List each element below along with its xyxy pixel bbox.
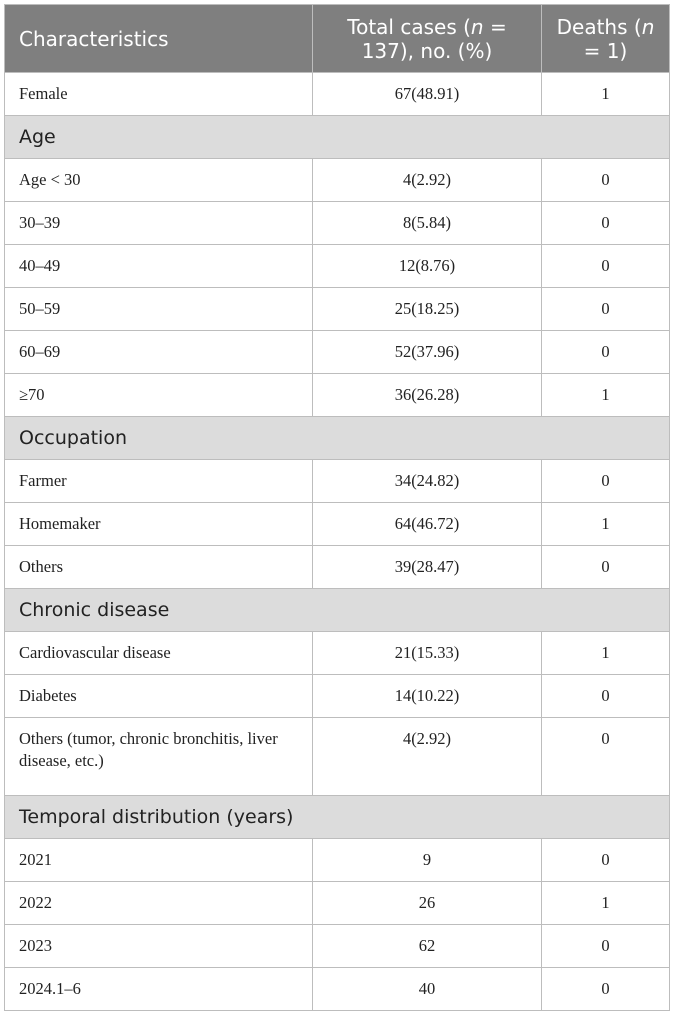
row-label: Cardiovascular disease <box>5 632 313 675</box>
section-header-temporal-distribution <box>5 796 670 839</box>
row-deaths: 0 <box>542 202 670 245</box>
table-row <box>5 202 670 245</box>
row-total: 12(8.76) <box>313 245 542 288</box>
row-label: ≥70 <box>5 374 313 417</box>
row-label: Others <box>5 546 313 589</box>
section-title: Temporal distribution (years) <box>5 796 670 839</box>
header-characteristics: Characteristics <box>5 5 313 73</box>
section-title: Chronic disease <box>5 589 670 632</box>
row-total: 4(2.92) <box>313 718 542 796</box>
row-total: 52(37.96) <box>313 331 542 374</box>
row-total: 40 <box>313 968 542 1011</box>
row-total: 36(26.28) <box>313 374 542 417</box>
row-deaths: 0 <box>542 288 670 331</box>
row-total: 9 <box>313 839 542 882</box>
row-label: 60–69 <box>5 331 313 374</box>
row-label: 50–59 <box>5 288 313 331</box>
row-deaths: 1 <box>542 73 670 116</box>
characteristics-table <box>4 4 670 1011</box>
row-label: Homemaker <box>5 503 313 546</box>
row-label: 2023 <box>5 925 313 968</box>
table-row <box>5 503 670 546</box>
table-row <box>5 839 670 882</box>
row-deaths: 0 <box>542 675 670 718</box>
table-row <box>5 675 670 718</box>
row-deaths: 0 <box>542 839 670 882</box>
row-label: 2022 <box>5 882 313 925</box>
table-header-row <box>5 5 670 73</box>
row-deaths: 0 <box>542 159 670 202</box>
table-row <box>5 925 670 968</box>
header-deaths <box>542 5 670 73</box>
row-total: 8(5.84) <box>313 202 542 245</box>
table-row <box>5 546 670 589</box>
row-deaths: 0 <box>542 968 670 1011</box>
section-title: Age <box>5 116 670 159</box>
section-header-age <box>5 116 670 159</box>
row-label: Female <box>5 73 313 116</box>
row-label: Age < 30 <box>5 159 313 202</box>
row-label: Diabetes <box>5 675 313 718</box>
table-row <box>5 374 670 417</box>
table-row <box>5 632 670 675</box>
row-total: 39(28.47) <box>313 546 542 589</box>
table-row <box>5 968 670 1011</box>
row-label: Others (tumor, chronic bronchitis, liver disease, etc.) <box>5 718 313 796</box>
row-deaths: 1 <box>542 503 670 546</box>
row-deaths: 1 <box>542 632 670 675</box>
table-row <box>5 882 670 925</box>
row-total: 67(48.91) <box>313 73 542 116</box>
row-deaths: 0 <box>542 546 670 589</box>
header-total-n: n <box>470 14 484 39</box>
row-total: 4(2.92) <box>313 159 542 202</box>
row-total: 62 <box>313 925 542 968</box>
header-deaths-n: n <box>641 14 655 39</box>
row-total: 14(10.22) <box>313 675 542 718</box>
row-deaths: 0 <box>542 718 670 796</box>
row-deaths: 0 <box>542 245 670 288</box>
row-label: 30–39 <box>5 202 313 245</box>
header-total-suffix: = 137), no. (%) <box>361 14 507 63</box>
section-header-chronic-disease <box>5 589 670 632</box>
row-deaths: 1 <box>542 374 670 417</box>
section-title: Occupation <box>5 417 670 460</box>
row-total: 26 <box>313 882 542 925</box>
row-label: Farmer <box>5 460 313 503</box>
table-row <box>5 460 670 503</box>
row-total: 21(15.33) <box>313 632 542 675</box>
section-header-occupation <box>5 417 670 460</box>
header-total-cases <box>313 5 542 73</box>
row-total: 34(24.82) <box>313 460 542 503</box>
row-deaths: 0 <box>542 460 670 503</box>
row-label: 2021 <box>5 839 313 882</box>
table-row <box>5 331 670 374</box>
row-total: 25(18.25) <box>313 288 542 331</box>
table-row <box>5 159 670 202</box>
row-label: 40–49 <box>5 245 313 288</box>
row-deaths: 0 <box>542 331 670 374</box>
table-row <box>5 288 670 331</box>
table-row <box>5 718 670 796</box>
row-label: 2024.1–6 <box>5 968 313 1011</box>
table-row <box>5 245 670 288</box>
row-deaths: 0 <box>542 925 670 968</box>
row-total: 64(46.72) <box>313 503 542 546</box>
row-deaths: 1 <box>542 882 670 925</box>
header-deaths-prefix: Deaths ( <box>556 14 642 39</box>
table-row <box>5 73 670 116</box>
header-total-prefix: Total cases ( <box>347 14 471 39</box>
header-deaths-suffix: = 1) <box>583 38 628 63</box>
